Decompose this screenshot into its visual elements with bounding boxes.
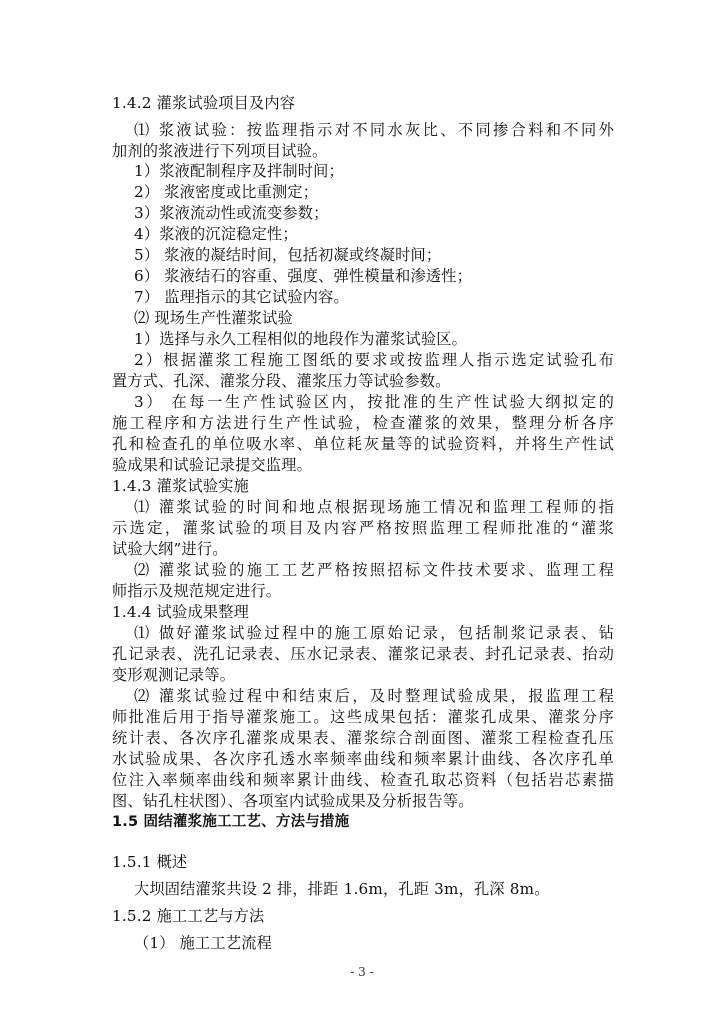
paragraph-line: ⑵ 灌浆试验的施工工艺严格按照招标文件技术要求、监理工程 [134,561,614,579]
paragraph-line: 水试验成果、各次序孔透水率频率曲线和频率累计曲线、各次序孔单 [112,750,614,768]
paragraph-line: 验成果和试验记录提交监理。 [112,456,313,474]
list-item: 3）浆液流动性或流变参数； [134,204,329,222]
paragraph-line: 置方式、孔深、灌浆分段、灌浆压力等试验参数。 [112,372,451,390]
section-heading-1-4-4: 1.4.4 试验成果整理 [112,603,249,621]
paragraph-line: 施工程序和方法进行生产性试验，检查灌浆的效果，整理分析各序 [112,414,614,432]
paragraph-line: 位注入率频率曲线和频率累计曲线、检查孔取芯资料（包括岩芯素描 [112,771,614,789]
paragraph-line: 变形观测记录等。 [112,666,236,684]
list-item: 1）选择与永久工程相似的地段作为灌浆试验区。 [134,330,468,348]
paragraph-line: 3） 在每一生产性试验区内，按批准的生产性试验大纲拟定的 [134,393,614,411]
paragraph-line: （1） 施工工艺流程 [134,934,272,952]
section-heading-1-4-2: 1.4.2 灌浆试验项目及内容 [112,94,296,112]
paragraph-line: 示选定，灌浆试验的项目及内容严格按照监理工程师批准的“灌浆 [112,519,614,537]
paragraph-line: ⑴ 浆液试验：按监理指示对不同水灰比、不同掺合料和不同外 [134,121,614,139]
list-item: 2） 浆液密度或比重测定； [134,183,319,201]
paragraph-line: 师批准后用于指导灌浆施工。这些成果包括：灌浆孔成果、灌浆分序 [112,708,614,726]
page-number: - 3 - [350,965,374,979]
list-item: 1）浆液配制程序及拌制时间； [134,162,344,180]
paragraph-line: 统计表、各次序孔灌浆成果表、灌浆综合剖面图、灌浆工程检查孔压 [112,729,614,747]
list-item: 6） 浆液结石的容重、强度、弹性模量和渗透性； [134,267,473,285]
subsection-title: ⑵ 现场生产性灌浆试验 [134,309,293,327]
paragraph-line: ⑴ 做好灌浆试验过程中的施工原始记录，包括制浆记录表、钻 [134,624,614,642]
paragraph-line: 加剂的浆液进行下列项目试验。 [112,142,328,160]
paragraph-line: ⑵ 灌浆试验过程中和结束后，及时整理试验成果，报监理工程 [134,687,614,705]
paragraph-line: 图、钻孔柱状图）、各项室内试验成果及分析报告等。 [112,792,474,810]
section-heading-1-5-1: 1.5.1 概述 [112,853,188,871]
paragraph-line: ⑴ 灌浆试验的时间和地点根据现场施工情况和监理工程师的指 [134,498,614,516]
section-heading-1-4-3: 1.4.3 灌浆试验实施 [112,477,249,495]
paragraph-line: 大坝固结灌浆共设 2 排，排距 1.6m，孔距 3m，孔深 8m。 [134,880,550,898]
section-heading-1-5: 1.5 固结灌浆施工工艺、方法与措施 [112,814,350,830]
paragraph-line: 2）根据灌浆工程施工图纸的要求或按监理人指示选定试验孔布 [134,351,614,369]
list-item: 5） 浆液的凝结时间，包括初凝或终凝时间； [134,246,442,264]
paragraph-line: 孔记录表、洗孔记录表、压水记录表、灌浆记录表、封孔记录表、抬动 [112,645,614,663]
paragraph-line: 孔和检查孔的单位吸水率、单位耗灰量等的试验资料，并将生产性试 [112,435,614,453]
paragraph-line: 师指示及规范规定进行。 [112,582,282,600]
paragraph-line: 试验大纲”进行。 [112,540,228,558]
list-item: 7） 监理指示的其它试验内容。 [134,288,349,306]
section-heading-1-5-2: 1.5.2 施工工艺与方法 [112,907,265,925]
list-item: 4）浆液的沉淀稳定性； [134,225,298,243]
